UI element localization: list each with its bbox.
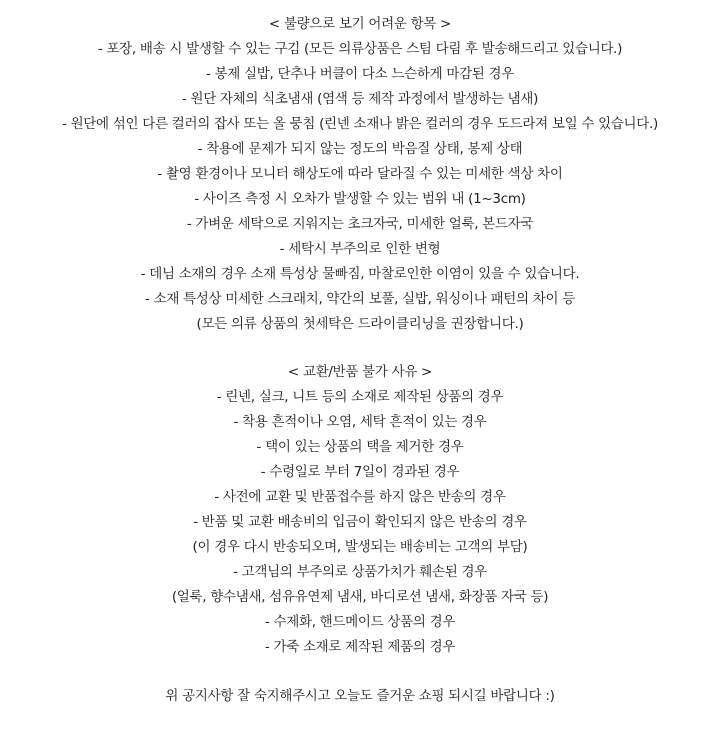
list-item: - 원단 자체의 식초냄새 (염색 등 제작 과정에서 발생하는 냄새) bbox=[181, 91, 539, 107]
section-spacer bbox=[0, 660, 720, 684]
list-item: - 봉제 실밥, 단추나 버클이 다소 느슨하게 마감된 경우 bbox=[205, 66, 515, 82]
list-item-note: (얼룩, 향수냄새, 섬유유연제 냄새, 바디로션 냄새, 화장품 자국 등) bbox=[171, 589, 549, 605]
list-item: - 착용 흔적이나 오염, 세탁 흔적이 있는 경우 bbox=[233, 414, 487, 430]
list-item: - 사전에 교환 및 반품접수를 하지 않은 반송의 경우 bbox=[214, 489, 506, 505]
list-item: - 반품 및 교환 배송비의 입금이 확인되지 않은 반송의 경우 bbox=[193, 514, 527, 530]
list-item: - 촬영 환경이나 모니터 해상도에 따라 달라질 수 있는 미세한 색상 차이 bbox=[157, 166, 563, 182]
list-item: - 린넨, 실크, 니트 등의 소재로 제작된 상품의 경우 bbox=[216, 389, 504, 405]
section-title-defect-exclusions: < 불량으로 보기 어려운 항목 > bbox=[268, 16, 452, 32]
list-item: - 포장, 배송 시 발생할 수 있는 구김 (모든 의류상품은 스팀 다림 후 발송해드리고 있습니다.) bbox=[97, 41, 623, 57]
section-title-return-exclusions: < 교환/반품 불가 사유 > bbox=[287, 364, 433, 380]
list-item: - 원단에 섞인 다른 컬러의 잡사 또는 올 뭉침 (린넨 소재나 밝은 컬러의 경우 도드라져 보일 수 있습니다.) bbox=[62, 116, 658, 132]
list-item: - 사이즈 측정 시 오차가 발생할 수 있는 범위 내 (1~3cm) bbox=[194, 191, 526, 207]
list-item: - 고객님의 부주의로 상품가치가 훼손된 경우 bbox=[233, 564, 487, 580]
list-item: - 가죽 소재로 제작된 제품의 경우 bbox=[264, 639, 456, 655]
list-item: - 택이 있는 상품의 택을 제거한 경우 bbox=[256, 439, 464, 455]
list-item: - 착용에 문제가 되지 않는 정도의 박음질 상태, 봉제 상태 bbox=[197, 141, 523, 157]
washing-recommendation-note: (모든 의류 상품의 첫세탁은 드라이클리닝을 권장합니다.) bbox=[196, 316, 524, 332]
list-item: - 데님 소재의 경우 소재 특성상 물빠짐, 마찰로인한 이염이 있을 수 있습니다. bbox=[140, 266, 580, 282]
list-item: - 소재 특성상 미세한 스크래치, 약간의 보풀, 실밥, 워싱이나 패턴의 차이 등 bbox=[145, 291, 575, 307]
closing-message: 위 공지사항 잘 숙지해주시고 오늘도 즐거운 쇼핑 되시길 바랍니다 :) bbox=[165, 688, 555, 704]
section-spacer bbox=[0, 337, 720, 360]
list-item: - 수령일로 부터 7일이 경과된 경우 bbox=[260, 464, 460, 480]
list-item: - 수제화, 핸드메이드 상품의 경우 bbox=[264, 614, 456, 630]
list-item: - 가벼운 세탁으로 지워지는 초크자국, 미세한 얼룩, 본드자국 bbox=[186, 216, 534, 232]
list-item: - 세탁시 부주의로 인한 변형 bbox=[279, 241, 441, 257]
list-item-note: (이 경우 다시 반송되오며, 발생되는 배송비는 고객의 부담) bbox=[192, 539, 528, 555]
